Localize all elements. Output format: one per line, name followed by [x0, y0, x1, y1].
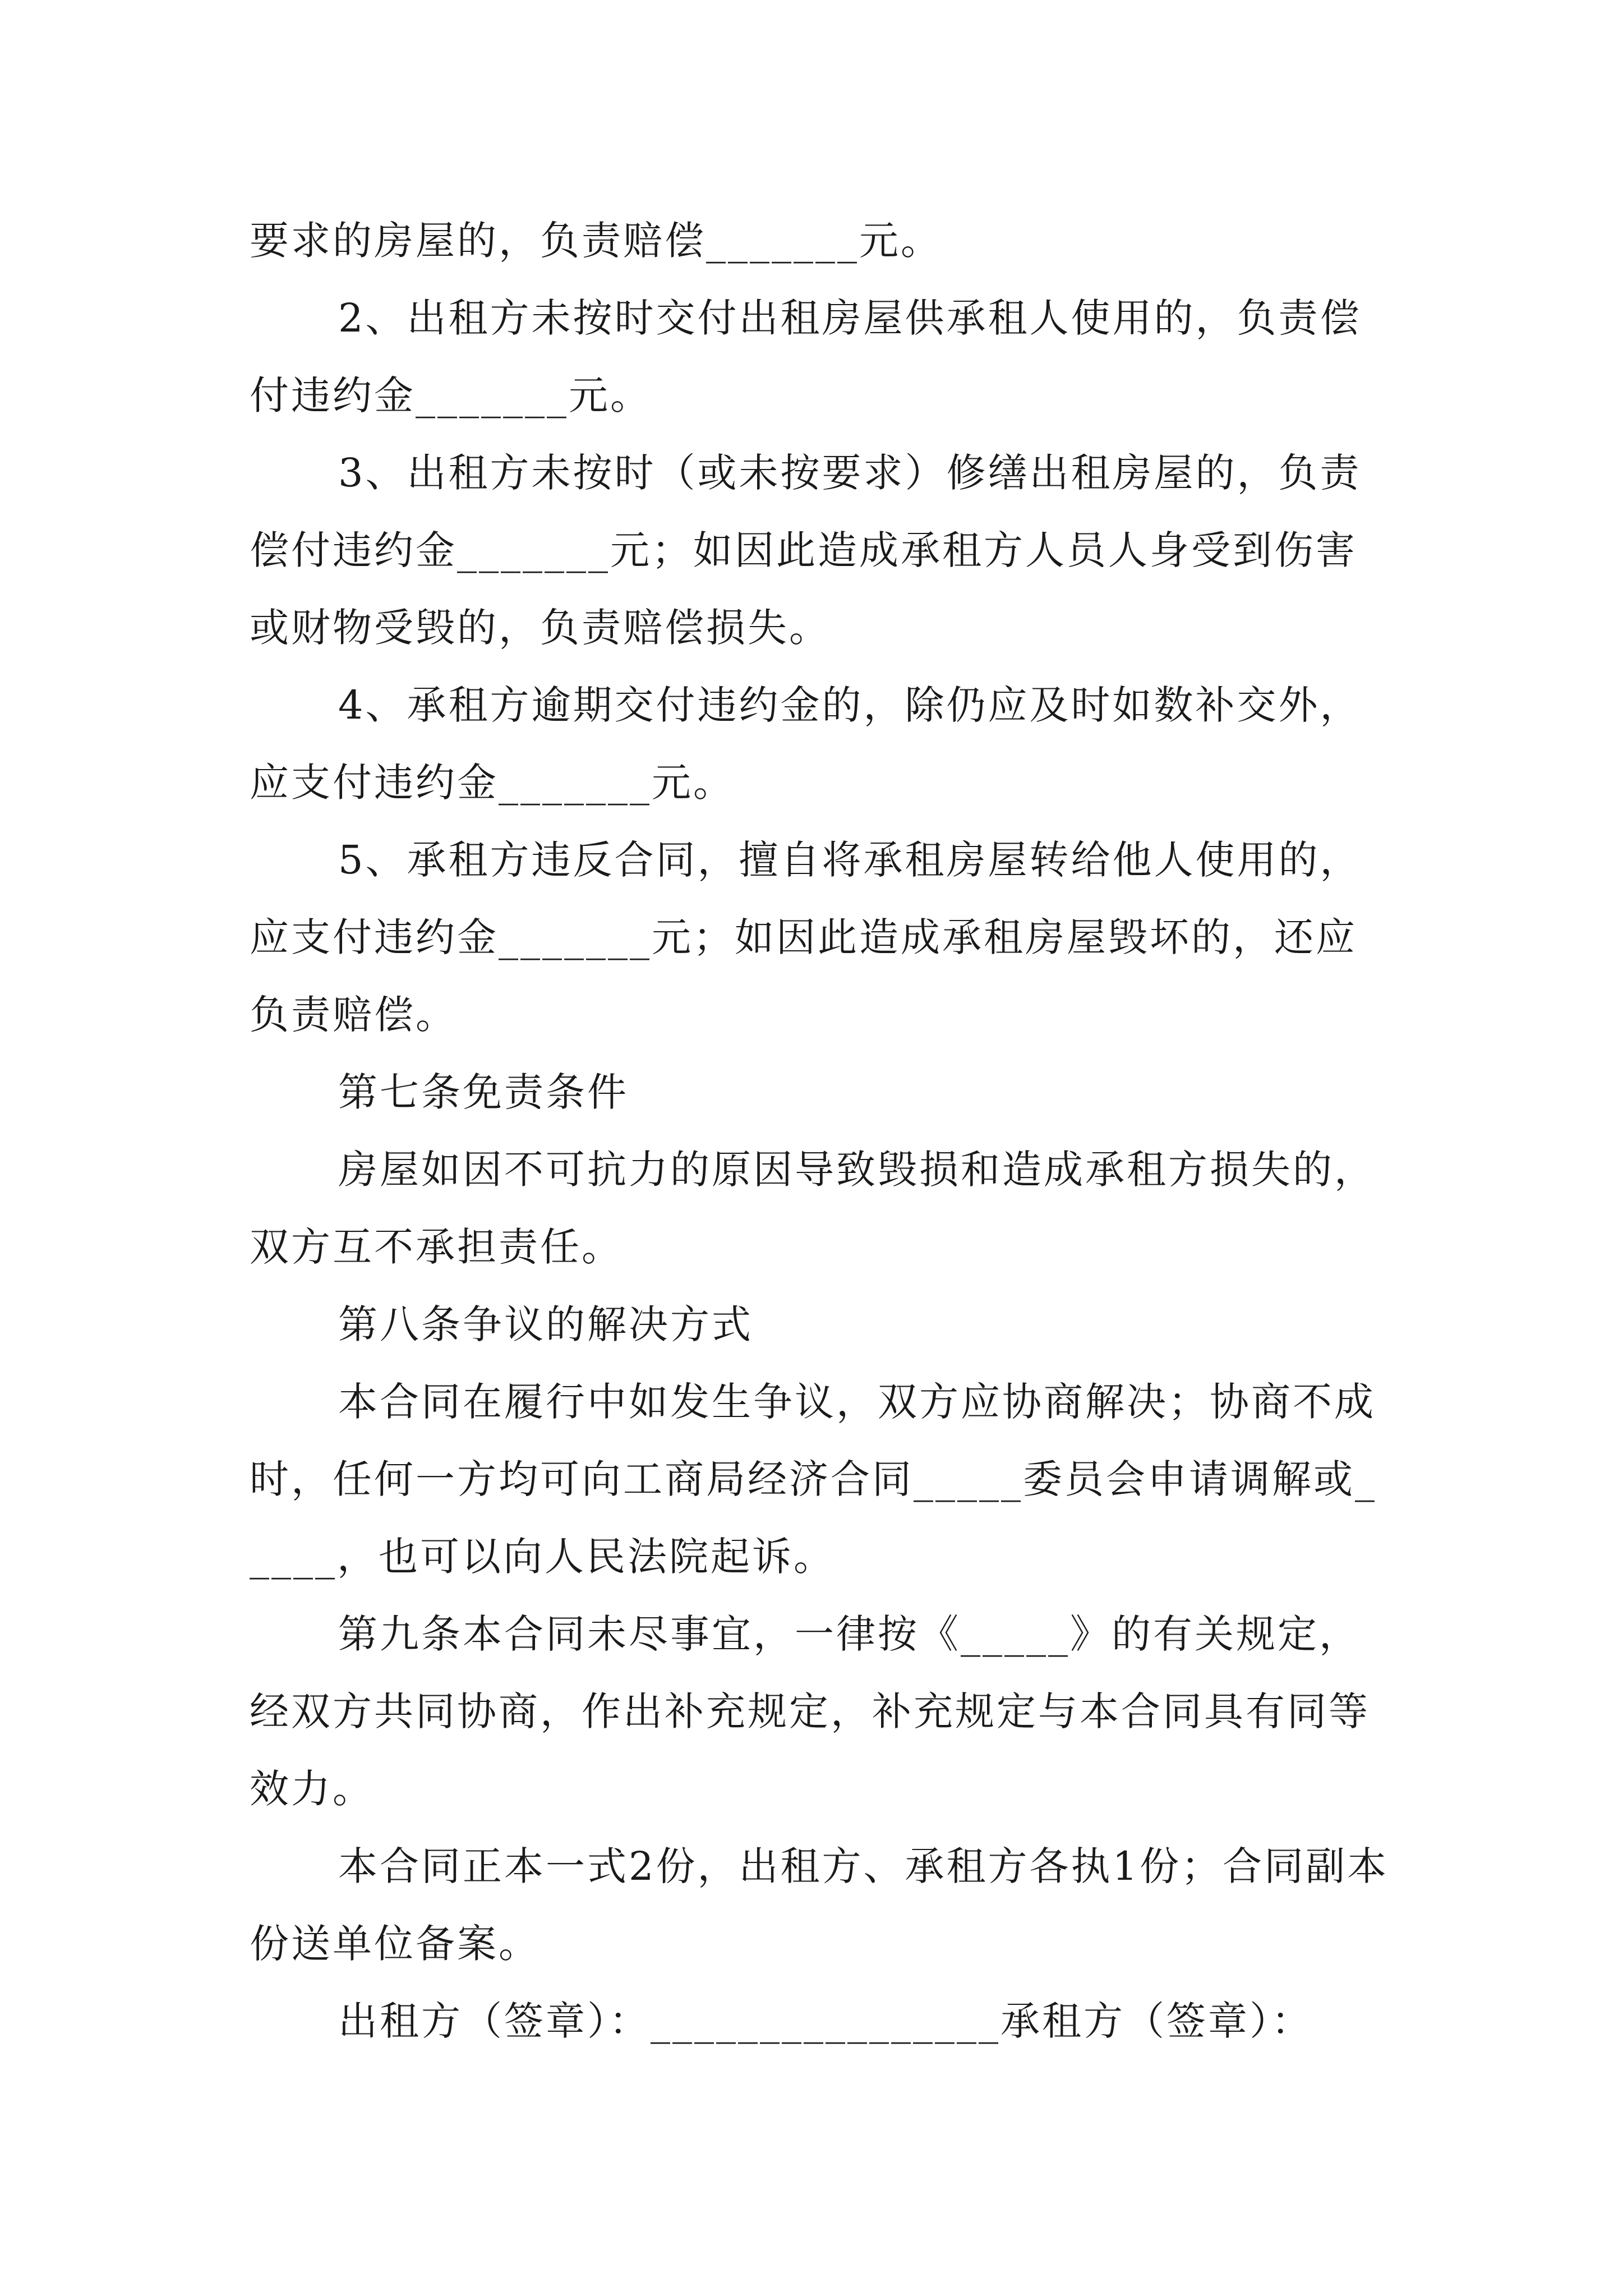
- document-body: [250, 202, 1394, 2060]
- signature-line: [250, 1982, 1394, 2060]
- lessee-signature-label: 承租方（签章）：: [1000, 1998, 1313, 2044]
- para-item-2: 2、出租方未按时交付出租房屋供承租人使用的，负责偿付违约金_______元。: [250, 295, 1362, 418]
- para-item-5: 5、承租方违反合同，擅自将承租房屋转给他人使用的，应支付违约金_______元；如因此造成承租房屋毁坏的，还应负责赔偿。: [250, 837, 1362, 1038]
- para-item-4: 4、承租方逾期交付违约金的，除仍应及时如数补交外，应支付违约金_______元。: [250, 682, 1362, 806]
- para-article-7-body: 房屋如因不可抗力的原因导致毁损和造成承租方损失的，双方互不承担责任。: [250, 1147, 1376, 1270]
- para-item-3: 3、出租方未按时（或未按要求）修缮出租房屋的，负责偿付违约金_______元；如因此造成承租方人员人身受到伤害或财物受毁的，负责赔偿损失。: [250, 450, 1362, 651]
- heading-article-8: 第八条争议的解决方式: [338, 1301, 753, 1347]
- para-compensation-continued: 要求的房屋的，负责赔偿_______元。: [250, 218, 942, 264]
- heading-article-7: 第七条免责条件: [338, 1069, 629, 1115]
- lessor-signature-blank: ________________: [651, 1998, 1000, 2044]
- lessor-signature-label: 出租方（签章）：: [338, 1998, 651, 2044]
- para-article-9: 第九条本合同未尽事宜，一律按《_____》的有关规定，经双方共同协商，作出补充规定，补充规定与本合同具有同等效力。: [250, 1611, 1370, 1812]
- para-article-8-body: 本合同在履行中如发生争议，双方应协商解决；协商不成时，任何一方均可向工商局经济合同_____委员会申请调解或_____，也可以向人民法院起诉。: [250, 1379, 1377, 1580]
- para-copies: 本合同正本一式2份，出租方、承租方各执1份；合同副本份送单位备案。: [250, 1843, 1389, 1967]
